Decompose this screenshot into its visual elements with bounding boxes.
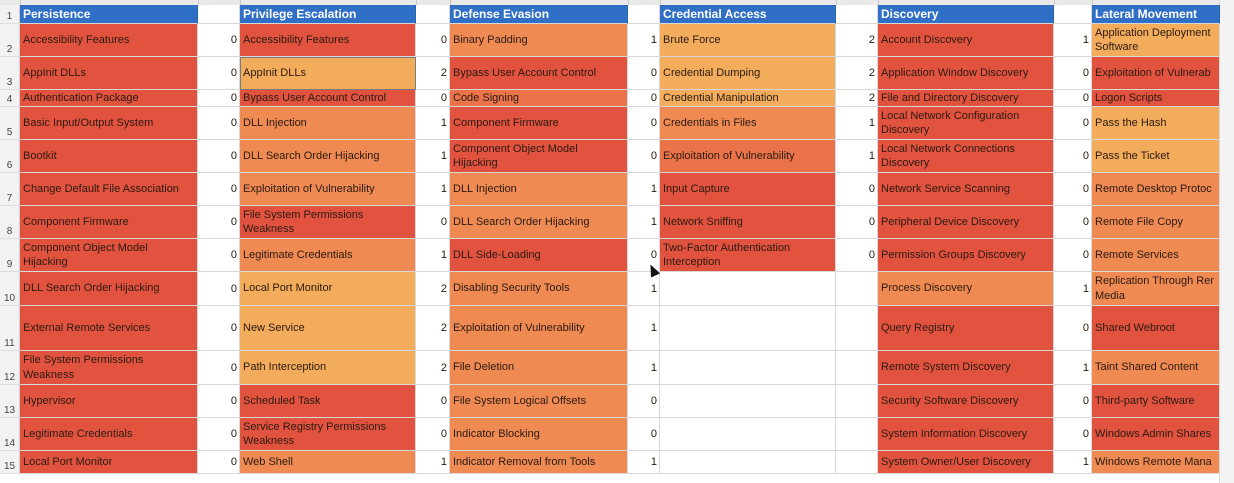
count-cell[interactable]: 0 [198, 418, 240, 451]
count-cell[interactable]: 2 [416, 272, 450, 306]
column-divider [198, 0, 199, 5]
technique-cell[interactable]: Pass the Ticket [1092, 140, 1220, 173]
technique-cell[interactable]: Permission Groups Discovery [878, 239, 1054, 272]
technique-cell[interactable]: Accessibility Features [20, 24, 198, 57]
count-cell[interactable] [836, 306, 878, 351]
header-count-cell[interactable] [836, 5, 878, 24]
row-header[interactable]: 11 [0, 306, 20, 351]
count-cell[interactable]: 1 [1054, 451, 1092, 474]
row-header[interactable]: 1 [0, 5, 20, 24]
technique-cell[interactable]: Taint Shared Content [1092, 351, 1220, 385]
count-cell[interactable]: 0 [416, 385, 450, 418]
count-cell[interactable]: 1 [416, 451, 450, 474]
column-divider [836, 0, 837, 5]
count-cell[interactable] [836, 418, 878, 451]
count-cell[interactable] [836, 451, 878, 474]
count-cell[interactable]: 0 [1054, 418, 1092, 451]
row-header[interactable]: 15 [0, 451, 20, 474]
technique-cell[interactable] [660, 351, 836, 385]
technique-cell[interactable]: Remote File Copy [1092, 206, 1220, 239]
technique-cell[interactable]: Component Object Model Hijacking [20, 239, 198, 272]
technique-cell[interactable]: Legitimate Credentials [20, 418, 198, 451]
technique-cell[interactable]: Replication Through Rer Media [1092, 272, 1220, 306]
count-cell[interactable]: 0 [1054, 57, 1092, 90]
count-cell[interactable]: 0 [628, 418, 660, 451]
technique-cell[interactable]: Account Discovery [878, 24, 1054, 57]
technique-cell[interactable]: Basic Input/Output System [20, 107, 198, 140]
technique-cell[interactable]: New Service [240, 306, 416, 351]
technique-cell[interactable]: Network Service Scanning [878, 173, 1054, 206]
technique-cell[interactable]: Remote Desktop Protoc [1092, 173, 1220, 206]
count-cell[interactable]: 0 [1054, 140, 1092, 173]
technique-cell[interactable]: Security Software Discovery [878, 385, 1054, 418]
count-cell[interactable]: 0 [198, 90, 240, 107]
technique-cell[interactable] [660, 272, 836, 306]
count-cell[interactable]: 1 [628, 173, 660, 206]
technique-cell[interactable]: Bypass User Account Control [450, 57, 628, 90]
technique-cell[interactable]: Accessibility Features [240, 24, 416, 57]
count-cell[interactable]: 2 [416, 57, 450, 90]
technique-cell[interactable]: Bypass User Account Control [240, 90, 416, 107]
count-cell[interactable]: 2 [836, 57, 878, 90]
technique-cell[interactable]: Local Port Monitor [240, 272, 416, 306]
technique-cell[interactable]: DLL Search Order Hijacking [240, 140, 416, 173]
count-cell[interactable]: 1 [628, 451, 660, 474]
column-divider [20, 0, 21, 5]
count-cell[interactable]: 0 [198, 385, 240, 418]
technique-cell[interactable]: Network Sniffing [660, 206, 836, 239]
technique-cell[interactable]: System Information Discovery [878, 418, 1054, 451]
count-cell[interactable]: 1 [628, 306, 660, 351]
technique-cell[interactable] [660, 418, 836, 451]
column-divider [1092, 0, 1093, 5]
count-cell[interactable]: 2 [416, 351, 450, 385]
technique-cell[interactable]: Legitimate Credentials [240, 239, 416, 272]
technique-cell[interactable]: Scheduled Task [240, 385, 416, 418]
technique-cell[interactable]: Windows Remote Mana [1092, 451, 1220, 474]
technique-cell[interactable]: Remote System Discovery [878, 351, 1054, 385]
technique-cell[interactable] [660, 451, 836, 474]
count-cell[interactable]: 0 [1054, 173, 1092, 206]
count-cell[interactable]: 0 [1054, 239, 1092, 272]
vertical-scrollbar[interactable] [1219, 0, 1234, 483]
technique-cell[interactable]: Local Port Monitor [20, 451, 198, 474]
count-cell[interactable]: 1 [836, 107, 878, 140]
count-cell[interactable]: 0 [628, 107, 660, 140]
header-credential-access[interactable]: Credential Access [660, 5, 836, 24]
technique-cell[interactable]: Binary Padding [450, 24, 628, 57]
count-cell[interactable]: 0 [198, 451, 240, 474]
technique-cell[interactable]: Indicator Blocking [450, 418, 628, 451]
technique-cell[interactable]: Application Window Discovery [878, 57, 1054, 90]
technique-cell[interactable]: Local Network Configuration Discovery [878, 107, 1054, 140]
header-count-cell[interactable] [416, 5, 450, 24]
header-lateral-movement[interactable]: Lateral Movement [1092, 5, 1220, 24]
technique-cell[interactable]: File System Permissions Weakness [240, 206, 416, 239]
row-header[interactable]: 14 [0, 418, 20, 451]
row-header[interactable]: 8 [0, 206, 20, 239]
technique-cell[interactable]: Authentication Package [20, 90, 198, 107]
count-cell[interactable]: 1 [1054, 351, 1092, 385]
count-cell[interactable]: 2 [836, 90, 878, 107]
technique-cell[interactable]: Credentials in Files [660, 107, 836, 140]
technique-cell[interactable]: Process Discovery [878, 272, 1054, 306]
technique-cell[interactable]: Remote Services [1092, 239, 1220, 272]
technique-cell[interactable]: Bootkit [20, 140, 198, 173]
technique-cell[interactable]: Windows Admin Shares [1092, 418, 1220, 451]
technique-cell[interactable]: Query Registry [878, 306, 1054, 351]
column-divider [416, 0, 417, 5]
count-cell[interactable]: 0 [416, 90, 450, 107]
row-header[interactable]: 13 [0, 385, 20, 418]
technique-cell[interactable]: External Remote Services [20, 306, 198, 351]
technique-cell[interactable]: Component Firmware [450, 107, 628, 140]
count-cell[interactable]: 1 [1054, 272, 1092, 306]
count-cell[interactable]: 0 [836, 239, 878, 272]
count-cell[interactable]: 0 [628, 239, 660, 272]
technique-cell[interactable]: Logon Scripts [1092, 90, 1220, 107]
count-cell[interactable]: 0 [1054, 206, 1092, 239]
count-cell[interactable]: 0 [628, 140, 660, 173]
technique-cell[interactable]: Code Signing [450, 90, 628, 107]
count-cell[interactable]: 0 [198, 140, 240, 173]
count-cell[interactable]: 1 [416, 107, 450, 140]
technique-cell[interactable]: Local Network Connections Discovery [878, 140, 1054, 173]
row-header[interactable]: 6 [0, 140, 20, 173]
technique-cell[interactable]: Pass the Hash [1092, 107, 1220, 140]
row-header[interactable]: 2 [0, 24, 20, 57]
technique-cell[interactable]: Component Object Model Hijacking [450, 140, 628, 173]
header-count-cell[interactable] [628, 5, 660, 24]
row-header[interactable]: 12 [0, 351, 20, 385]
count-cell[interactable]: 1 [628, 351, 660, 385]
technique-cell[interactable]: Peripheral Device Discovery [878, 206, 1054, 239]
count-cell[interactable]: 0 [1054, 385, 1092, 418]
count-cell[interactable] [836, 272, 878, 306]
technique-cell[interactable]: System Owner/User Discovery [878, 451, 1054, 474]
column-divider [878, 0, 879, 5]
technique-cell[interactable]: AppInit DLLs [20, 57, 198, 90]
technique-cell[interactable]: Two-Factor Authentication Interception [660, 239, 836, 272]
count-cell[interactable]: 1 [1054, 24, 1092, 57]
column-divider [628, 0, 629, 5]
count-cell[interactable]: 0 [198, 57, 240, 90]
header-count-cell[interactable] [1054, 5, 1092, 24]
row-header[interactable]: 3 [0, 57, 20, 90]
technique-cell[interactable]: File System Permissions Weakness [20, 351, 198, 385]
count-cell[interactable]: 1 [836, 140, 878, 173]
count-cell[interactable]: 0 [836, 173, 878, 206]
technique-cell[interactable]: Web Shell [240, 451, 416, 474]
count-cell[interactable]: 0 [198, 173, 240, 206]
count-cell[interactable]: 2 [416, 306, 450, 351]
column-divider [240, 0, 241, 5]
count-cell[interactable]: 0 [198, 24, 240, 57]
column-divider [450, 0, 451, 5]
count-cell[interactable]: 2 [836, 24, 878, 57]
count-cell[interactable]: 1 [416, 140, 450, 173]
technique-cell[interactable]: Change Default File Association [20, 173, 198, 206]
header-count-cell[interactable] [198, 5, 240, 24]
technique-cell[interactable]: AppInit DLLs [240, 57, 416, 90]
technique-cell[interactable]: Credential Dumping [660, 57, 836, 90]
technique-cell[interactable]: Exploitation of Vulnerability [660, 140, 836, 173]
technique-cell[interactable]: DLL Search Order Hijacking [20, 272, 198, 306]
count-cell[interactable]: 0 [628, 385, 660, 418]
technique-cell[interactable]: Hypervisor [20, 385, 198, 418]
technique-cell[interactable]: Disabling Security Tools [450, 272, 628, 306]
count-cell[interactable]: 1 [628, 206, 660, 239]
technique-cell[interactable]: Indicator Removal from Tools [450, 451, 628, 474]
technique-cell[interactable]: Input Capture [660, 173, 836, 206]
count-cell[interactable]: 0 [198, 272, 240, 306]
count-cell[interactable]: 0 [198, 206, 240, 239]
technique-cell[interactable] [660, 306, 836, 351]
header-discovery[interactable]: Discovery [878, 5, 1054, 24]
count-cell[interactable]: 0 [198, 351, 240, 385]
count-cell[interactable]: 0 [198, 107, 240, 140]
row-header[interactable]: 9 [0, 239, 20, 272]
count-cell[interactable]: 0 [1054, 306, 1092, 351]
technique-cell[interactable]: Third-party Software [1092, 385, 1220, 418]
count-cell[interactable]: 0 [836, 206, 878, 239]
technique-cell[interactable]: Exploitation of Vulnerability [240, 173, 416, 206]
column-divider [1054, 0, 1055, 5]
row-header[interactable]: 10 [0, 272, 20, 306]
count-cell[interactable]: 0 [1054, 90, 1092, 107]
technique-cell[interactable]: Shared Webroot [1092, 306, 1220, 351]
count-cell[interactable]: 0 [198, 239, 240, 272]
technique-cell[interactable]: Brute Force [660, 24, 836, 57]
count-cell[interactable] [836, 385, 878, 418]
header-persistence[interactable]: Persistence [20, 5, 198, 24]
count-cell[interactable]: 0 [416, 206, 450, 239]
technique-cell[interactable]: Credential Manipulation [660, 90, 836, 107]
technique-cell[interactable]: DLL Side-Loading [450, 239, 628, 272]
count-cell[interactable]: 1 [416, 239, 450, 272]
row-header[interactable]: 4 [0, 90, 20, 107]
count-cell[interactable]: 1 [628, 272, 660, 306]
count-cell[interactable]: 1 [628, 24, 660, 57]
technique-cell[interactable]: Application Deployment Software [1092, 24, 1220, 57]
count-cell[interactable]: 0 [198, 306, 240, 351]
technique-cell[interactable]: DLL Injection [450, 173, 628, 206]
technique-cell[interactable]: Service Registry Permissions Weakness [240, 418, 416, 451]
header-defense-evasion[interactable]: Defense Evasion [450, 5, 628, 24]
technique-cell[interactable] [660, 385, 836, 418]
count-cell[interactable]: 0 [628, 90, 660, 107]
technique-cell[interactable]: File System Logical Offsets [450, 385, 628, 418]
technique-cell[interactable]: Path Interception [240, 351, 416, 385]
technique-cell[interactable]: File and Directory Discovery [878, 90, 1054, 107]
count-cell[interactable]: 0 [628, 57, 660, 90]
technique-cell[interactable]: Component Firmware [20, 206, 198, 239]
count-cell[interactable]: 0 [1054, 107, 1092, 140]
technique-cell[interactable]: File Deletion [450, 351, 628, 385]
row-header[interactable]: 7 [0, 173, 20, 206]
row-header[interactable]: 5 [0, 107, 20, 140]
column-divider [660, 0, 661, 5]
technique-cell[interactable]: DLL Injection [240, 107, 416, 140]
technique-cell[interactable]: DLL Search Order Hijacking [450, 206, 628, 239]
count-cell[interactable]: 0 [416, 24, 450, 57]
technique-cell[interactable]: Exploitation of Vulnerability [450, 306, 628, 351]
count-cell[interactable] [836, 351, 878, 385]
header-privilege-escalation[interactable]: Privilege Escalation [240, 5, 416, 24]
count-cell[interactable]: 1 [416, 173, 450, 206]
count-cell[interactable]: 0 [416, 418, 450, 451]
technique-cell[interactable]: Exploitation of Vulnerab [1092, 57, 1220, 90]
